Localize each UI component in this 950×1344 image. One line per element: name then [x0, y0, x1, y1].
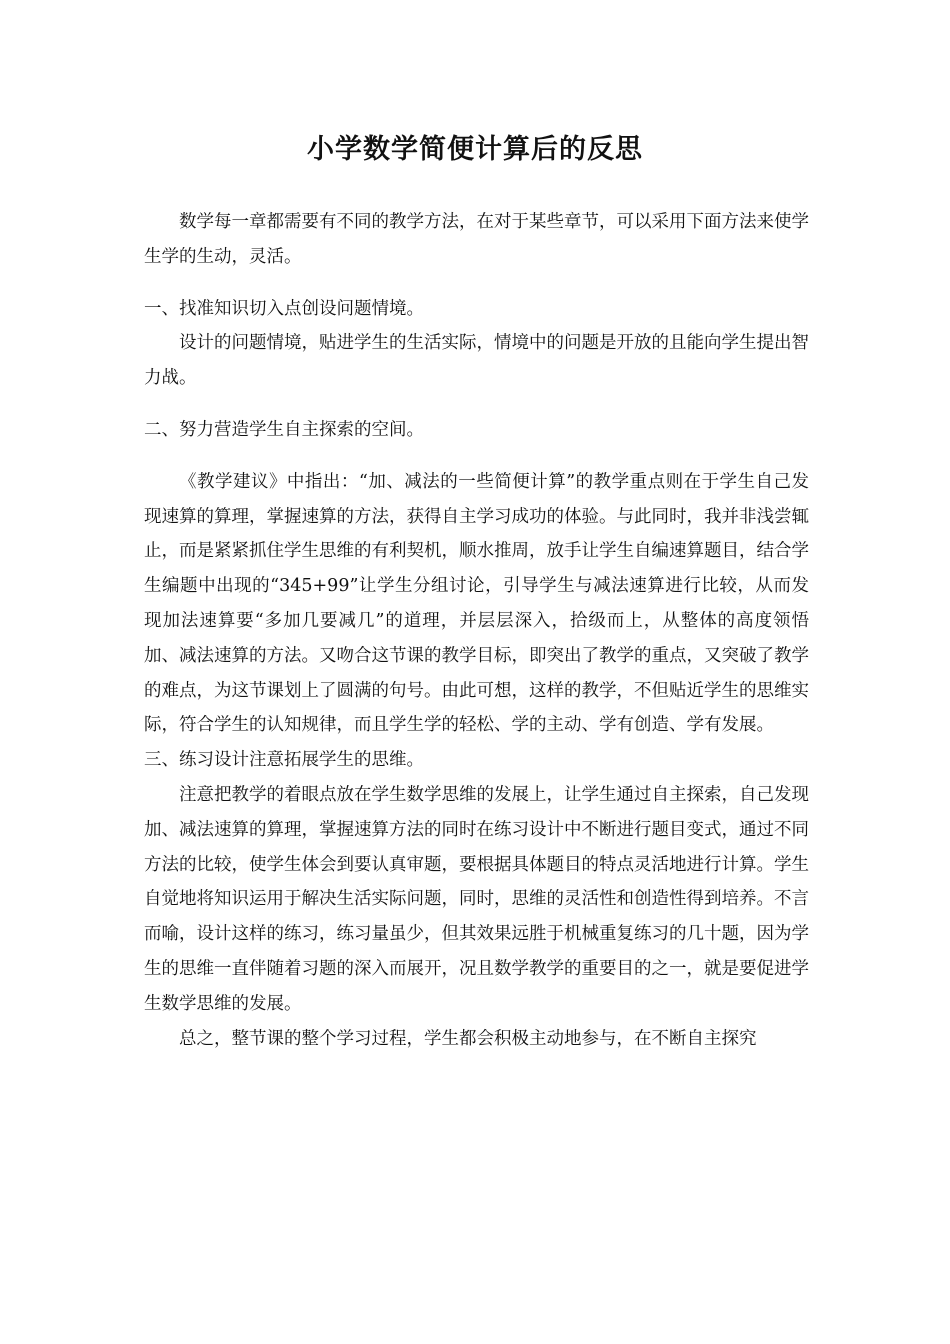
section-2-heading: 二、努力营造学生自主探索的空间。 — [144, 419, 424, 440]
conclusion-paragraph: 总之，整节课的整个学习过程，学生都会积极主动地参与，在不断自主探究 — [179, 1028, 757, 1049]
document-body — [144, 205, 809, 1056]
document-title: 小学数学简便计算后的反思 — [307, 134, 643, 165]
section-3-heading: 三、练习设计注意拓展学生的思维。 — [144, 750, 424, 771]
section-1-paragraph: 设计的问题情境，贴进学生的生活实际，情境中的问题是开放的且能向学生提出智力战。 — [144, 333, 809, 389]
section-3-paragraph: 注意把教学的着眼点放在学生数学思维的发展上，让学生通过自主探索，自己发现加、减法速算的算理，掌握速算方法的同时在练习设计中不断进行题目变式，通过不同方法的比较，使学生体会到要认真审题，要根据具体题目的特点灵活地进行计算。学生自觉地将知识运用于解决生活实际问题，同时，思维的灵活性和创造性得到培养。不言而喻，设计这样的练习，练习量虽少，但其效果远胜于机械重复练习的几十题，因为学生的思维一直伴随着习题的深入而展开，况且数学教学的重要目的之一，就是要促进学生数学思维的发展。 — [144, 784, 809, 1014]
intro-paragraph: 数学每一章都需要有不同的教学方法，在对于某些章节，可以采用下面方法来使学生学的生动，灵活。 — [144, 212, 809, 267]
section-1-heading: 一、找准知识切入点创设问题情境。 — [144, 298, 424, 319]
section-2-paragraph: 《教学建议》中指出：“加、减法的一些简便计算”的教学重点则在于学生自己发现速算的算理，掌握速算的方法，获得自主学习成功的体验。与此同时，我并非浅尝辄止，而是紧紧抓住学生思维的有利契机，顺水推周，放手让学生自编速算题目，结合学生编题中出现的“345+99”让学生分组讨论，引导学生与减法速算进行比较，从而发现加法速算要“多加几要减几”的道理，并层层深入，拾级而上，从整体的高度领悟加、减法速算的方法。又吻合这节课的教学目标，即突出了教学的重点，又突破了教学的难点，为这节课划上了圆满的句号。由此可想，这样的教学，不但贴近学生的思维实际，符合学生的认知规律，而且学生学的轻松、学的主动、学有创造、学有发展。 — [144, 471, 809, 736]
